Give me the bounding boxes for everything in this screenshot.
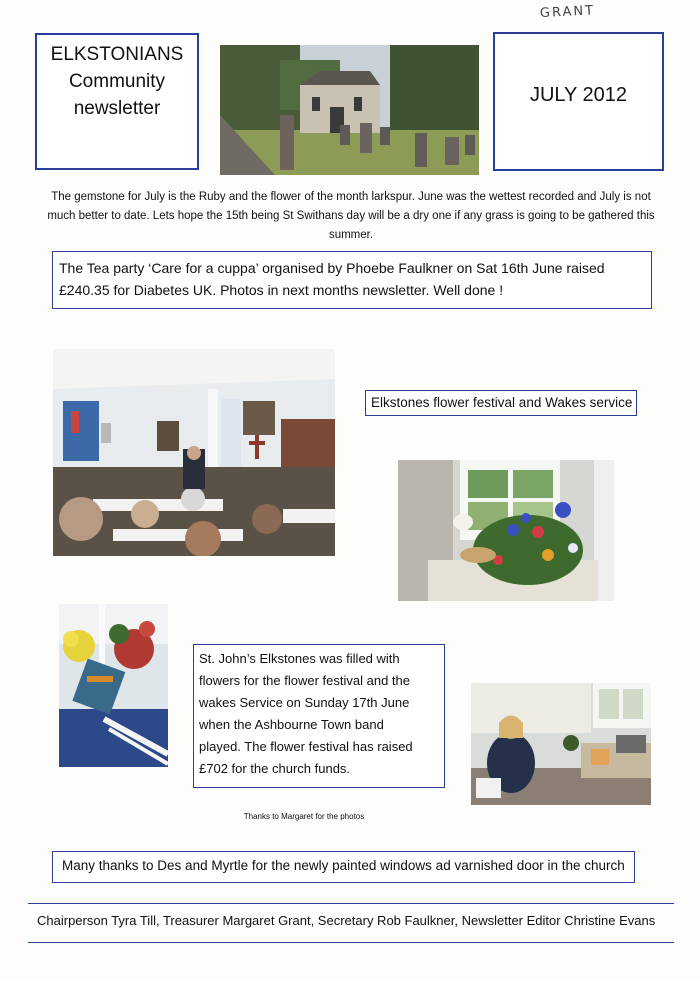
handwritten-annotation: GRANT <box>539 3 596 22</box>
intro-paragraph: The gemstone for July is the Ruby and the flower of the month larkspur. June was the wettest recorded and July is not much better to date. Lets hope the 15th being St Swithans day will be a dry one if any grass is going to be gathered this summer. <box>47 191 655 241</box>
seated-visitor-photo <box>471 683 651 805</box>
festival-report-line-2: flowers for the flower festival and the <box>199 673 410 688</box>
masthead-box <box>35 33 199 170</box>
issue-date: JULY 2012 <box>529 84 628 106</box>
tea-party-line-1: The Tea party ‘Care for a cuppa’ organised by Phoebe Faulkner on Sat 16th June raised <box>59 260 605 276</box>
flower-arrangement-photo <box>59 604 168 767</box>
festival-report-line-3: wakes Service on Sunday 17th June <box>199 695 410 710</box>
masthead-subtitle: Community <box>68 71 166 92</box>
masthead-subtitle-2: newsletter <box>73 98 161 119</box>
issue-date-box <box>493 32 664 171</box>
festival-report-line-1: St. John’s Elkstones was filled with <box>199 651 400 666</box>
officers-footer <box>28 903 674 943</box>
church-photo <box>220 45 479 175</box>
festival-report-line-6: £702 for the church funds. <box>199 761 351 776</box>
tea-party-line-2: £240.35 for Diabetes UK. Photos in next months newsletter. Well done ! <box>59 282 504 298</box>
church-interior-photo <box>53 349 335 556</box>
thanks-text: Many thanks to Des and Myrtle for the newly painted windows ad varnished door in the church <box>62 858 625 873</box>
officers-list: Chairperson Tyra Till, Treasurer Margaret Grant, Secretary Rob Faulkner, Newsletter Editor Christine Evans <box>37 913 656 928</box>
festival-heading-box <box>365 390 637 416</box>
window-flowers-photo <box>398 460 614 601</box>
festival-heading: Elkstones flower festival and Wakes service <box>371 395 633 410</box>
festival-report <box>193 644 445 788</box>
festival-report-line-5: played. The flower festival has raised <box>199 739 413 754</box>
festival-report-line-4: when the Ashbourne Town band <box>199 717 384 732</box>
masthead-title: ELKSTONIANS <box>50 44 184 65</box>
thanks-notice <box>52 851 635 883</box>
tea-party-notice <box>52 251 652 309</box>
photo-credit: Thanks to Margaret for the photos <box>243 812 365 821</box>
